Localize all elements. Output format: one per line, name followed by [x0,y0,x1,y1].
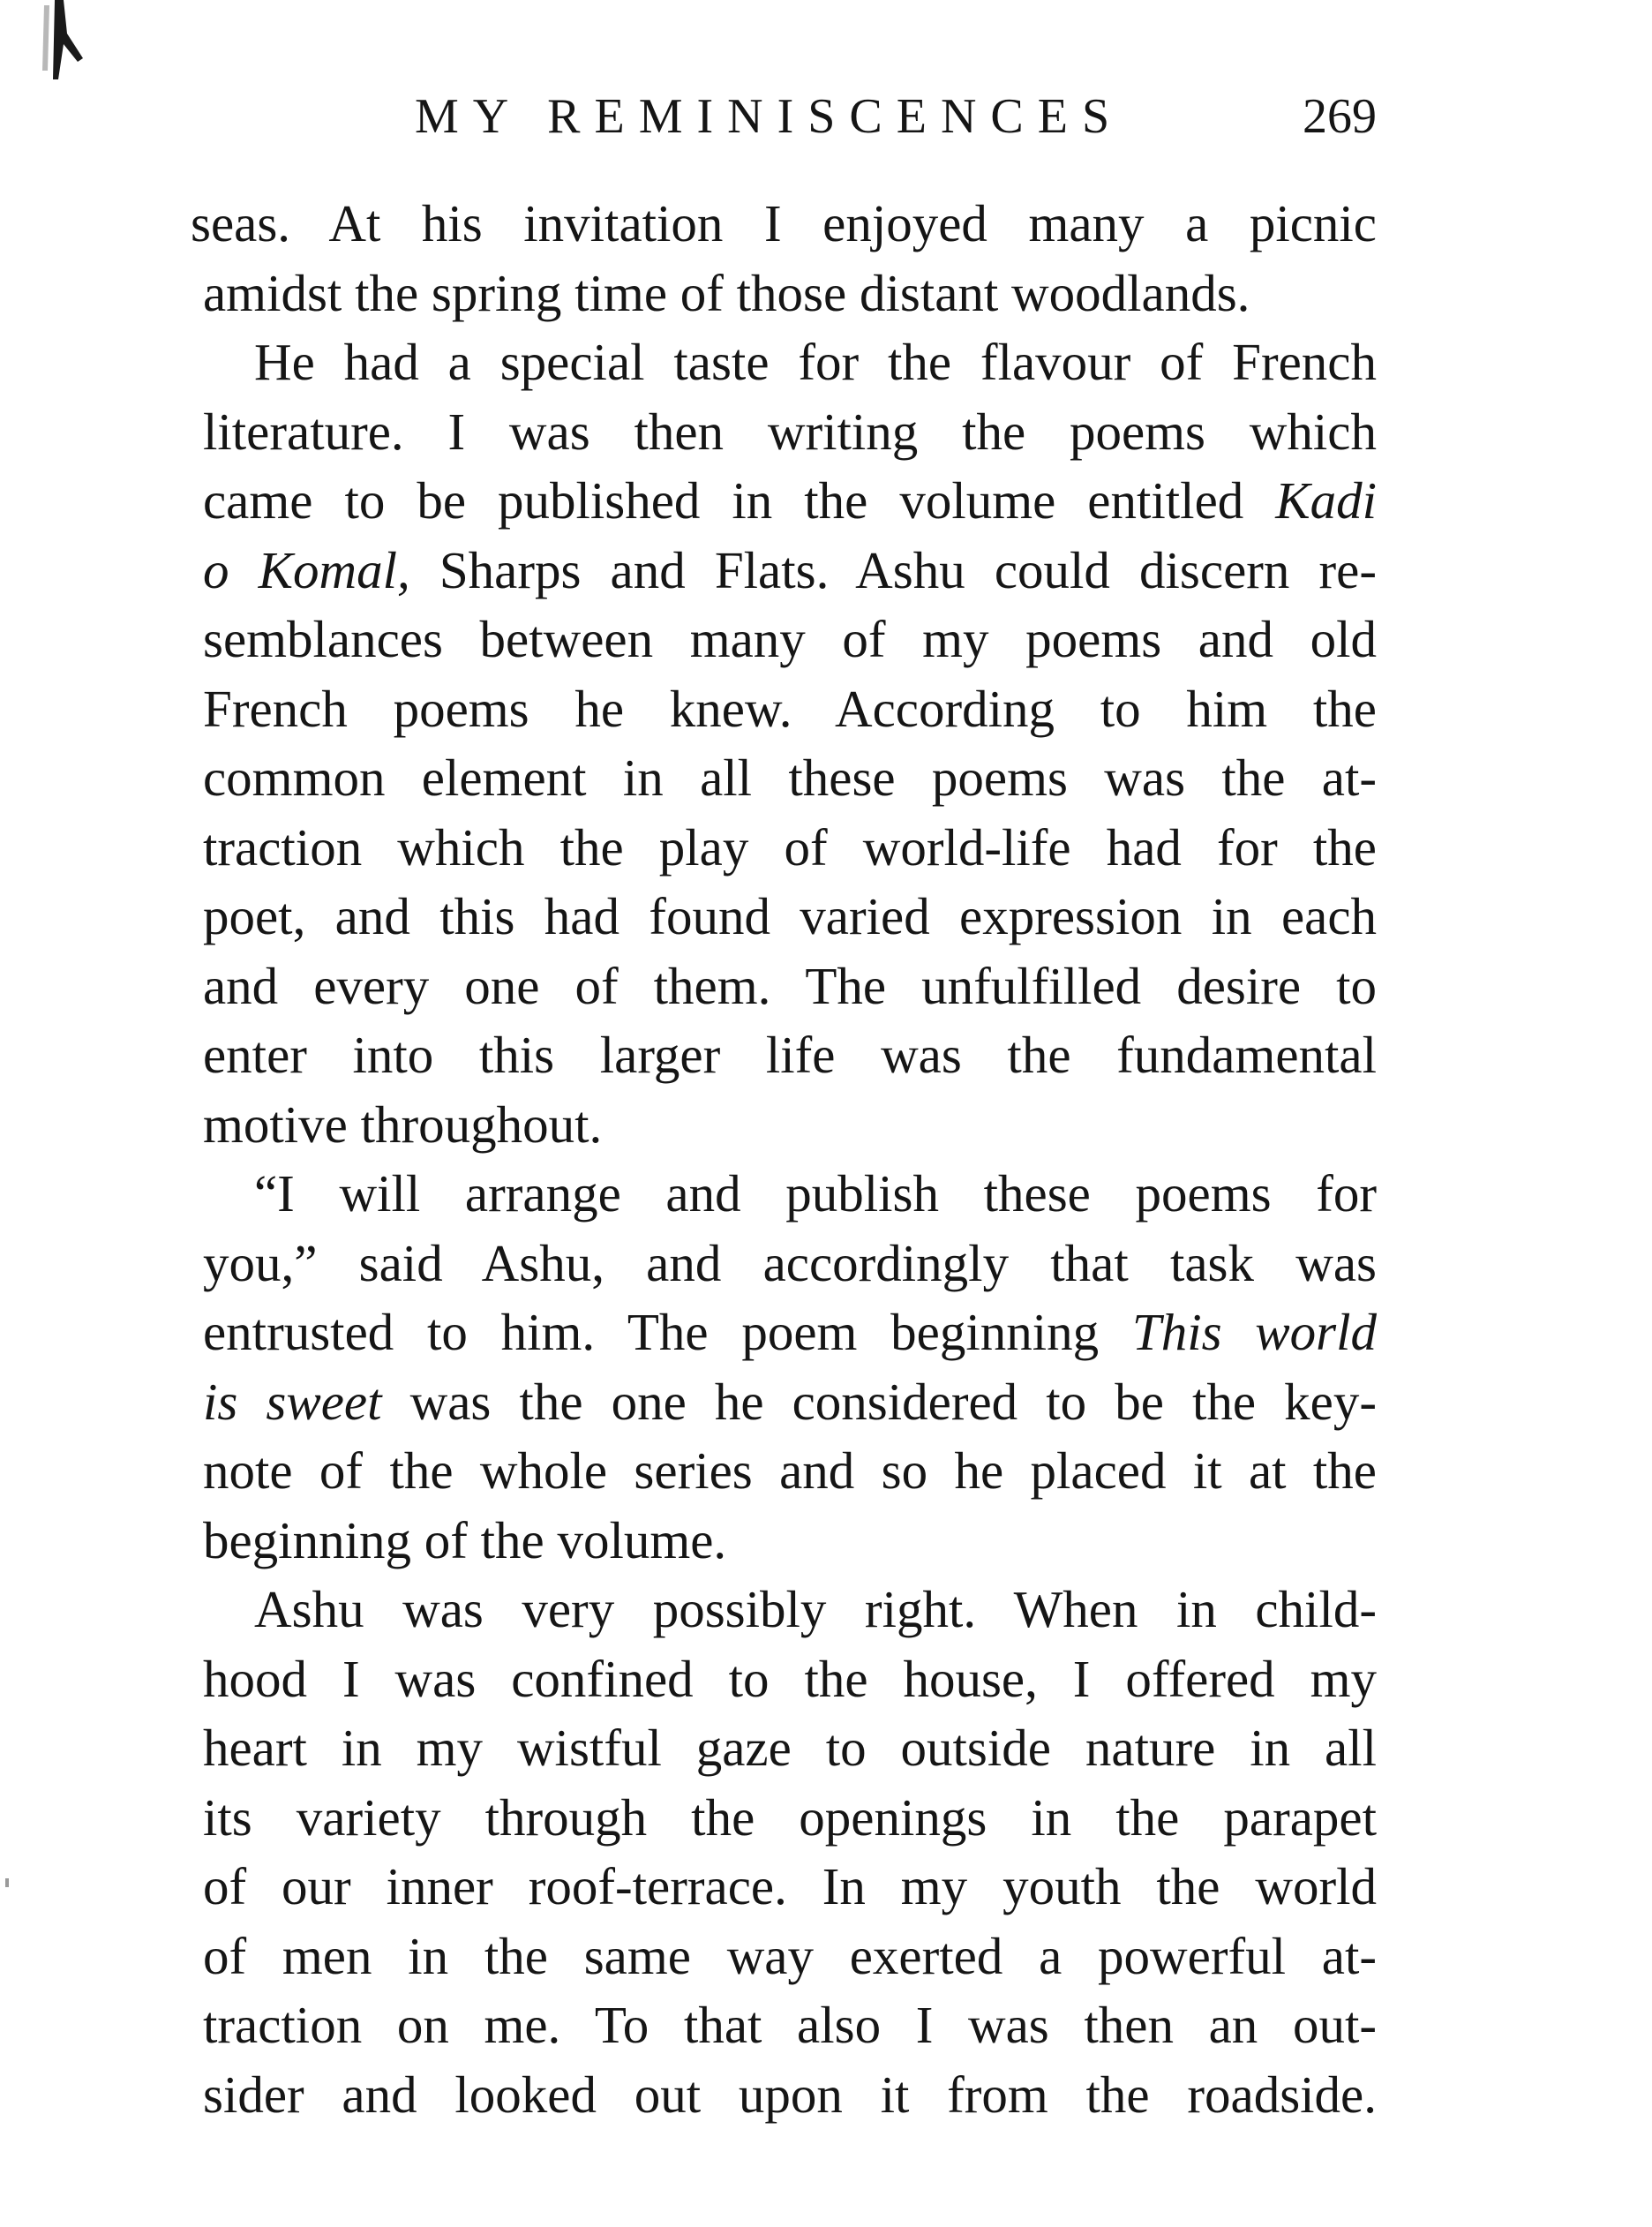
text-line: enter into this larger life was the fundamental [203,1026,1377,1084]
text-line: of men in the same way exerted a powerful at- [203,1926,1377,1985]
body-text [191,189,1378,2129]
text-line: amidst the spring time of those distant woodlands. [203,263,1250,322]
text-line: you,” said Ashu, and accordingly that task was [203,1233,1377,1292]
text-line: literature. I was then writing the poems which [203,402,1377,461]
running-title: MY REMINISCENCES [415,89,1124,144]
text-line: French poems he knew. According to him the [203,679,1377,738]
scan-corner-mark [37,0,99,97]
text-segment: Sharps and Flats. Ashu could discern re- [409,540,1377,599]
text-line: motive throughout. [203,1095,603,1154]
scan-margin-speck [5,1878,9,1887]
text-segment: was the one he considered to be the key- [381,1372,1377,1431]
text-line: seas. At his invitation I enjoyed many a picnic [191,194,1377,252]
poem-title-italic: is sweet [203,1372,382,1431]
text-line: hood I was confined to the house, I offered my [203,1649,1377,1708]
text-line: sider and looked out upon it from the roadside. [203,2065,1377,2124]
text-line: heart in my wistful gaze to outside nature in all [203,1719,1377,1777]
text-line: semblances between many of my poems and old [203,610,1377,668]
text-line: of our inner roof-terrace. In my youth the world [203,1857,1377,1915]
text-line [203,1298,1377,1367]
text-segment: entrusted to him. The poem beginning [203,1303,1132,1361]
paragraph-start-line: “I will arrange and publish these poems for [254,1164,1377,1223]
text-line: traction on me. To that also I was then an out- [203,1996,1377,2054]
poem-title-italic: This world [1131,1303,1378,1361]
text-line: and every one of them. The unfulfilled desire to [203,956,1377,1015]
text-line [203,536,1377,606]
text-segment: came to be published in the volume entitled [203,471,1276,530]
page-number: 269 [1303,89,1377,144]
paragraph-start-line: He had a special taste for the flavour of French [254,333,1377,391]
text-line [203,466,1377,536]
text-line: poet, and this had found varied expression in each [203,887,1377,945]
text-line: beginning of the volume. [203,1510,727,1569]
text-line: common element in all these poems was the at- [203,749,1377,807]
paragraph-start-line: Ashu was very possibly right. When in child- [254,1580,1377,1638]
page-header [203,81,1377,152]
book-title-italic: o Komal, [203,540,410,599]
text-line: traction which the play of world-life had for the [203,817,1377,877]
text-line: note of the whole series and so he placed it at the [203,1441,1377,1500]
text-line: its variety through the openings in the parapet [203,1787,1377,1847]
text-line [203,1367,1377,1437]
book-title-italic: Kadi [1275,471,1377,530]
